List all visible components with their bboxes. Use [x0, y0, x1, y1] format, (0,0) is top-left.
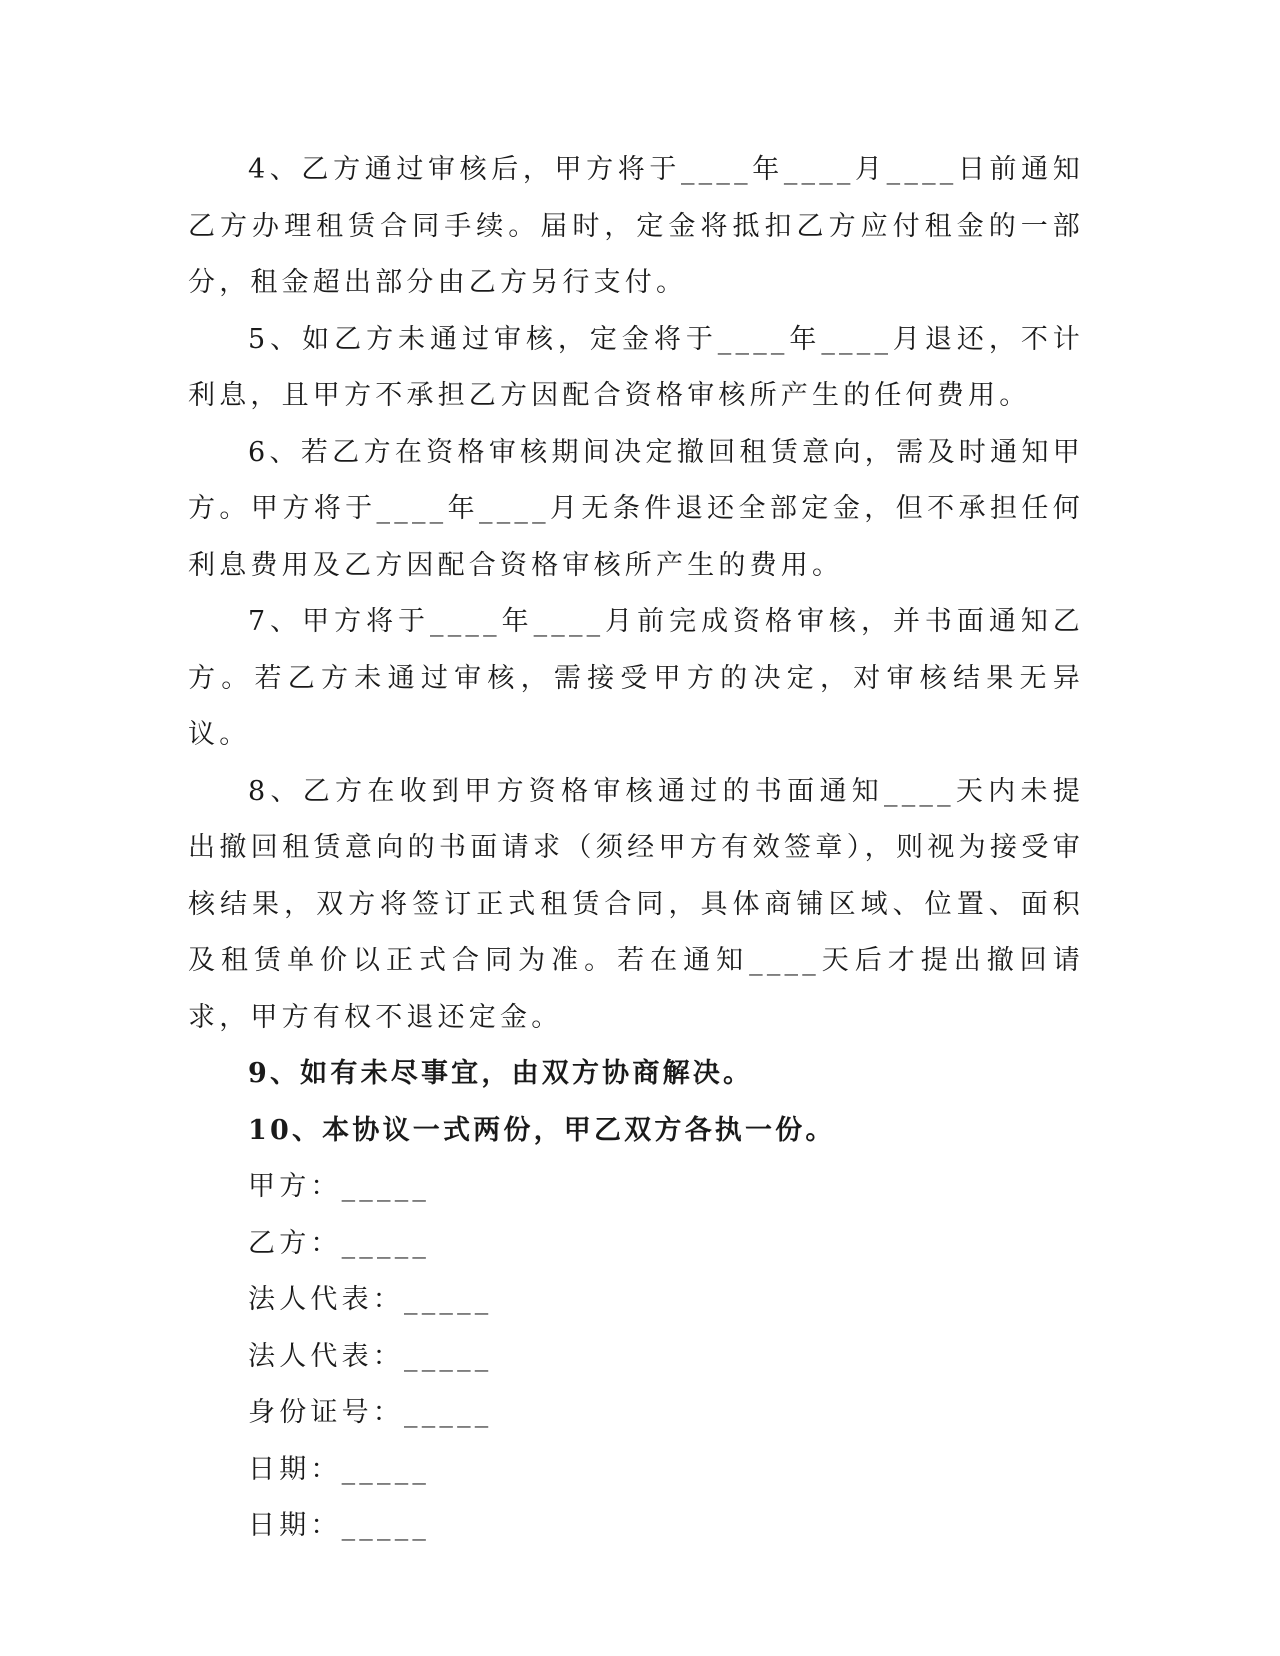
signature-date-b: 日期：_____ [248, 1510, 431, 1541]
signature-date-a: 日期：_____ [248, 1453, 431, 1485]
clause-5: 5、如乙方未通过审核，定金将于____年____月退还，不计利息，且甲方不承担乙方因配合资格审核所产生的任何费用。 [188, 323, 1084, 411]
signature-legal-rep-a: 法人代表：_____ [248, 1284, 493, 1315]
clause-8: 8、乙方在收到甲方资格审核通过的书面通知____天内未提出撤回租赁意向的书面请求（须经甲方有效签章），则视为接受审核结果，双方将签订正式租赁合同，具体商铺区域、位置、面积及租赁单价以正式合同为准。若在通知____天后才提出撤回请求，甲方有权不退还定金。 [188, 775, 1084, 1033]
signature-party-a: 甲方：_____ [248, 1171, 431, 1202]
signature-party-b: 乙方：_____ [248, 1227, 431, 1259]
signature-legal-rep-b: 法人代表：_____ [248, 1340, 493, 1372]
clause-4: 4、乙方通过审核后，甲方将于____年____月____日前通知乙方办理租赁合同手续。届时，定金将抵扣乙方应付租金的一部分，租金超出部分由乙方另行支付。 [188, 154, 1084, 298]
clause-10: 10、本协议一式两份，甲乙双方各执一份。 [248, 1114, 836, 1146]
clause-6: 6、若乙方在资格审核期间决定撤回租赁意向，需及时通知甲方。甲方将于____年____月无条件退还全部定金，但不承担任何利息费用及乙方因配合资格审核所产生的费用。 [188, 436, 1084, 581]
signature-id-number: 身份证号：_____ [248, 1397, 493, 1428]
signature-block [188, 1159, 1084, 1555]
clause-9: 9、如有未尽事宜，由双方协商解决。 [248, 1058, 754, 1089]
clause-7: 7、甲方将于____年____月前完成资格审核，并书面通知乙方。若乙方未通过审核，需接受甲方的决定，对审核结果无异议。 [188, 606, 1084, 750]
document-page [188, 142, 1084, 1555]
